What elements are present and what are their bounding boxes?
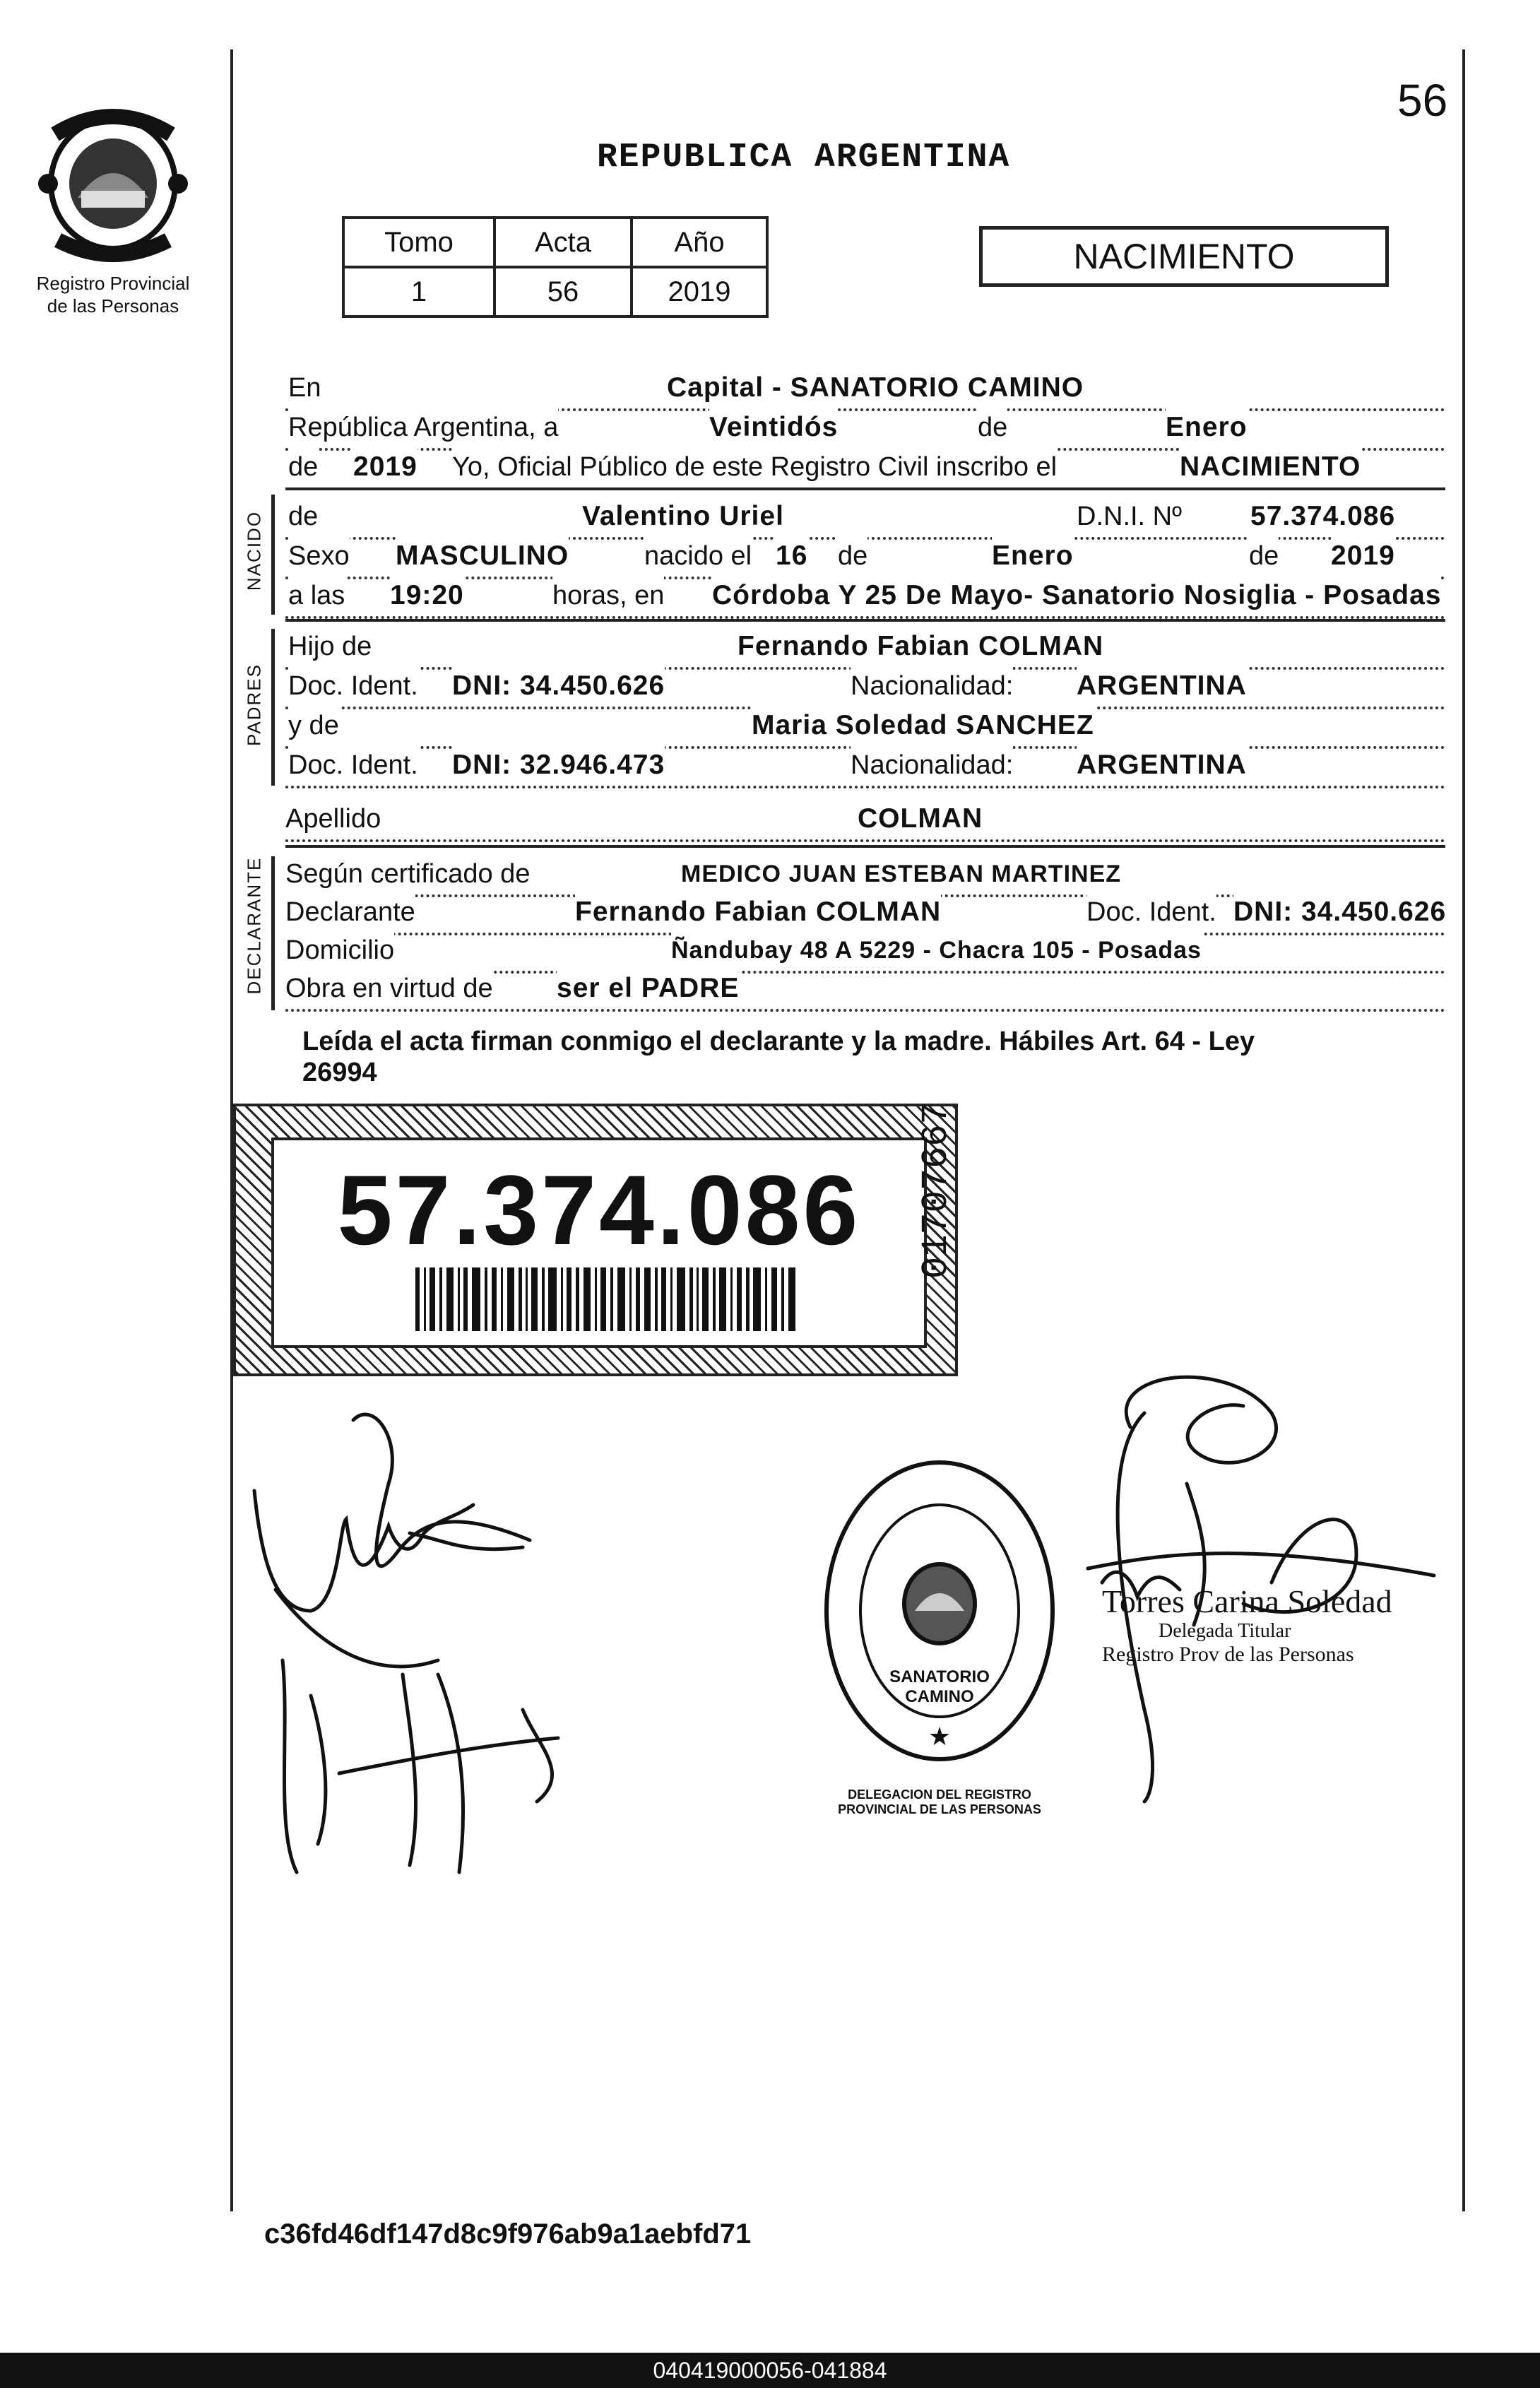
born-day: 16 — [776, 536, 807, 577]
register-table — [342, 216, 769, 318]
padres-bracket — [271, 629, 275, 786]
place-label: En — [288, 367, 321, 408]
born-label: nacido el — [644, 536, 752, 577]
sex-value: MASCULINO — [396, 536, 569, 577]
year-text: Yo, Oficial Público de este Registro Civil inscribo el — [452, 447, 1057, 487]
footer-code: 040419000056-041884 — [653, 2358, 887, 2383]
act-type-label: NACIMIENTO — [1073, 237, 1295, 276]
official-role: Delegada Titular — [1159, 1620, 1291, 1642]
sex-row — [285, 536, 1445, 579]
legal-text-line2: 26994 — [302, 1058, 377, 1087]
mother-name: Maria Soledad SANCHEZ — [752, 705, 1094, 746]
mother-doc-label: Doc. Ident. — [288, 745, 418, 786]
date-label: República Argentina, a — [288, 407, 558, 448]
father-doc: DNI: 34.450.626 — [452, 666, 665, 707]
registry-stamp — [819, 1455, 1060, 1816]
page-number: 56 — [1397, 75, 1448, 126]
father-name: Fernando Fabian COLMAN — [738, 626, 1103, 667]
sticker-dni-number: 57.374.086 — [337, 1154, 861, 1265]
child-dni: 57.374.086 — [1250, 496, 1395, 537]
legal-text — [302, 1026, 1447, 1088]
surname-value: COLMAN — [858, 798, 983, 839]
father-doc-label: Doc. Ident. — [288, 666, 418, 707]
mother-nationality: ARGENTINA — [1077, 745, 1247, 786]
sticker-side-number: 01707667 — [916, 1102, 957, 1279]
declarant-row — [285, 892, 1445, 935]
date-month: Enero — [1166, 407, 1248, 448]
dni-sticker-inner — [271, 1137, 927, 1348]
nacido-section-label: NACIDO — [243, 510, 265, 591]
hours-label: horas, en — [552, 575, 664, 616]
declarant-signature-icon — [233, 1378, 749, 1886]
obra-label: Obra en virtud de — [285, 968, 493, 1009]
father-nationality: ARGENTINA — [1077, 666, 1247, 707]
address-label: Domicilio — [285, 930, 394, 971]
declarante-bracket — [271, 856, 275, 1010]
barcode-icon — [415, 1267, 797, 1331]
place-value: Capital - SANATORIO CAMINO — [667, 367, 1084, 408]
child-name-row — [285, 496, 1445, 540]
child-name: Valentino Uriel — [582, 496, 784, 537]
province-logo — [14, 106, 212, 317]
acta-value: 56 — [494, 267, 632, 317]
padres-section-label: PADRES — [243, 663, 265, 746]
separator-apellido — [285, 845, 1445, 848]
legal-text-line1: Leída el acta firman conmigo el declarante y la madre. Hábiles Art. 64 - Ley — [302, 1027, 1255, 1056]
surname-row — [285, 798, 1445, 842]
address-value: Ñandubay 48 A 5229 - Chacra 105 - Posadas — [671, 930, 1202, 971]
tomo-header: Tomo — [343, 218, 494, 267]
year-row — [285, 447, 1445, 490]
stamp-inner-text: SANATORIO CAMINO — [889, 1667, 990, 1706]
official-office: Registro Prov de las Personas — [1102, 1643, 1354, 1666]
father-label: Hijo de — [288, 626, 372, 667]
place-row — [285, 367, 1445, 411]
logo-caption-line1: Registro Provincial — [36, 273, 190, 294]
father-doc-row — [285, 666, 1445, 709]
sex-label: Sexo — [288, 536, 350, 577]
event-value: NACIMIENTO — [1180, 447, 1361, 487]
child-name-label: de — [288, 496, 318, 537]
separator-nacido — [285, 619, 1445, 622]
stamp-ring-text: DELEGACION DEL REGISTRO PROVINCIAL DE LAS PERSONAS — [838, 1787, 1041, 1816]
dni-label: D.N.I. Nº — [1077, 496, 1182, 537]
tomo-value: 1 — [343, 267, 494, 317]
mother-doc-row — [285, 745, 1445, 788]
born-de-label: de — [838, 536, 867, 577]
mother-row — [285, 705, 1445, 749]
mother-doc: DNI: 32.946.473 — [452, 745, 665, 786]
logo-caption-line2: de las Personas — [47, 295, 179, 317]
date-row — [285, 407, 1445, 451]
official-name: Torres Carina Soledad — [1102, 1583, 1392, 1619]
born-de-label-2: de — [1249, 536, 1279, 577]
declarant-name: Fernando Fabian COLMAN — [575, 892, 941, 933]
declarante-section-label: DECLARANTE — [243, 856, 265, 995]
date-de-label: de — [978, 407, 1007, 448]
obra-row — [285, 968, 1445, 1012]
dni-sticker — [233, 1104, 958, 1376]
year-de-label: de — [288, 447, 318, 487]
footer-code-bar — [0, 2353, 1540, 2388]
born-month: Enero — [992, 536, 1074, 577]
ano-header: Año — [632, 218, 767, 267]
ano-value: 2019 — [632, 267, 767, 317]
year-value: 2019 — [353, 447, 417, 487]
declarant-label: Declarante — [285, 892, 415, 933]
surname-label: Apellido — [285, 798, 381, 839]
born-year: 2019 — [1331, 536, 1395, 577]
time-label: a las — [288, 575, 345, 616]
country-title: REPUBLICA ARGENTINA — [597, 138, 1011, 177]
birth-time: 19:20 — [390, 575, 464, 616]
acta-header: Acta — [494, 218, 632, 267]
official-block — [1102, 1583, 1427, 1667]
cert-label: Según certificado de — [285, 853, 530, 894]
date-day: Veintidós — [709, 407, 838, 448]
separator-top — [285, 487, 1445, 490]
nacido-bracket — [271, 495, 275, 615]
right-margin-line — [1462, 49, 1465, 2211]
province-seal-icon — [14, 106, 212, 268]
declarant-doc-label: Doc. Ident. — [1086, 892, 1216, 933]
mother-label: y de — [288, 705, 339, 746]
obra-value: ser el PADRE — [557, 968, 739, 1009]
time-row — [285, 575, 1445, 619]
mother-nat-label: Nacionalidad: — [851, 745, 1013, 786]
cert-value: MEDICO JUAN ESTEBAN MARTINEZ — [681, 853, 1121, 894]
father-nat-label: Nacionalidad: — [851, 666, 1013, 707]
birth-place: Córdoba Y 25 De Mayo- Sanatorio Nosiglia - Posadas — [712, 575, 1441, 616]
father-row — [285, 626, 1445, 670]
stamp-ring-icon — [819, 1455, 1060, 1766]
stamp-star-icon: ★ — [928, 1722, 952, 1751]
address-row — [285, 930, 1445, 974]
act-type-box — [979, 226, 1389, 287]
cert-row — [285, 853, 1445, 897]
declarant-doc: DNI: 34.450.626 — [1233, 892, 1446, 933]
document-hash: c36fd46df147d8c9f976ab9a1aebfd71 — [264, 2218, 752, 2250]
